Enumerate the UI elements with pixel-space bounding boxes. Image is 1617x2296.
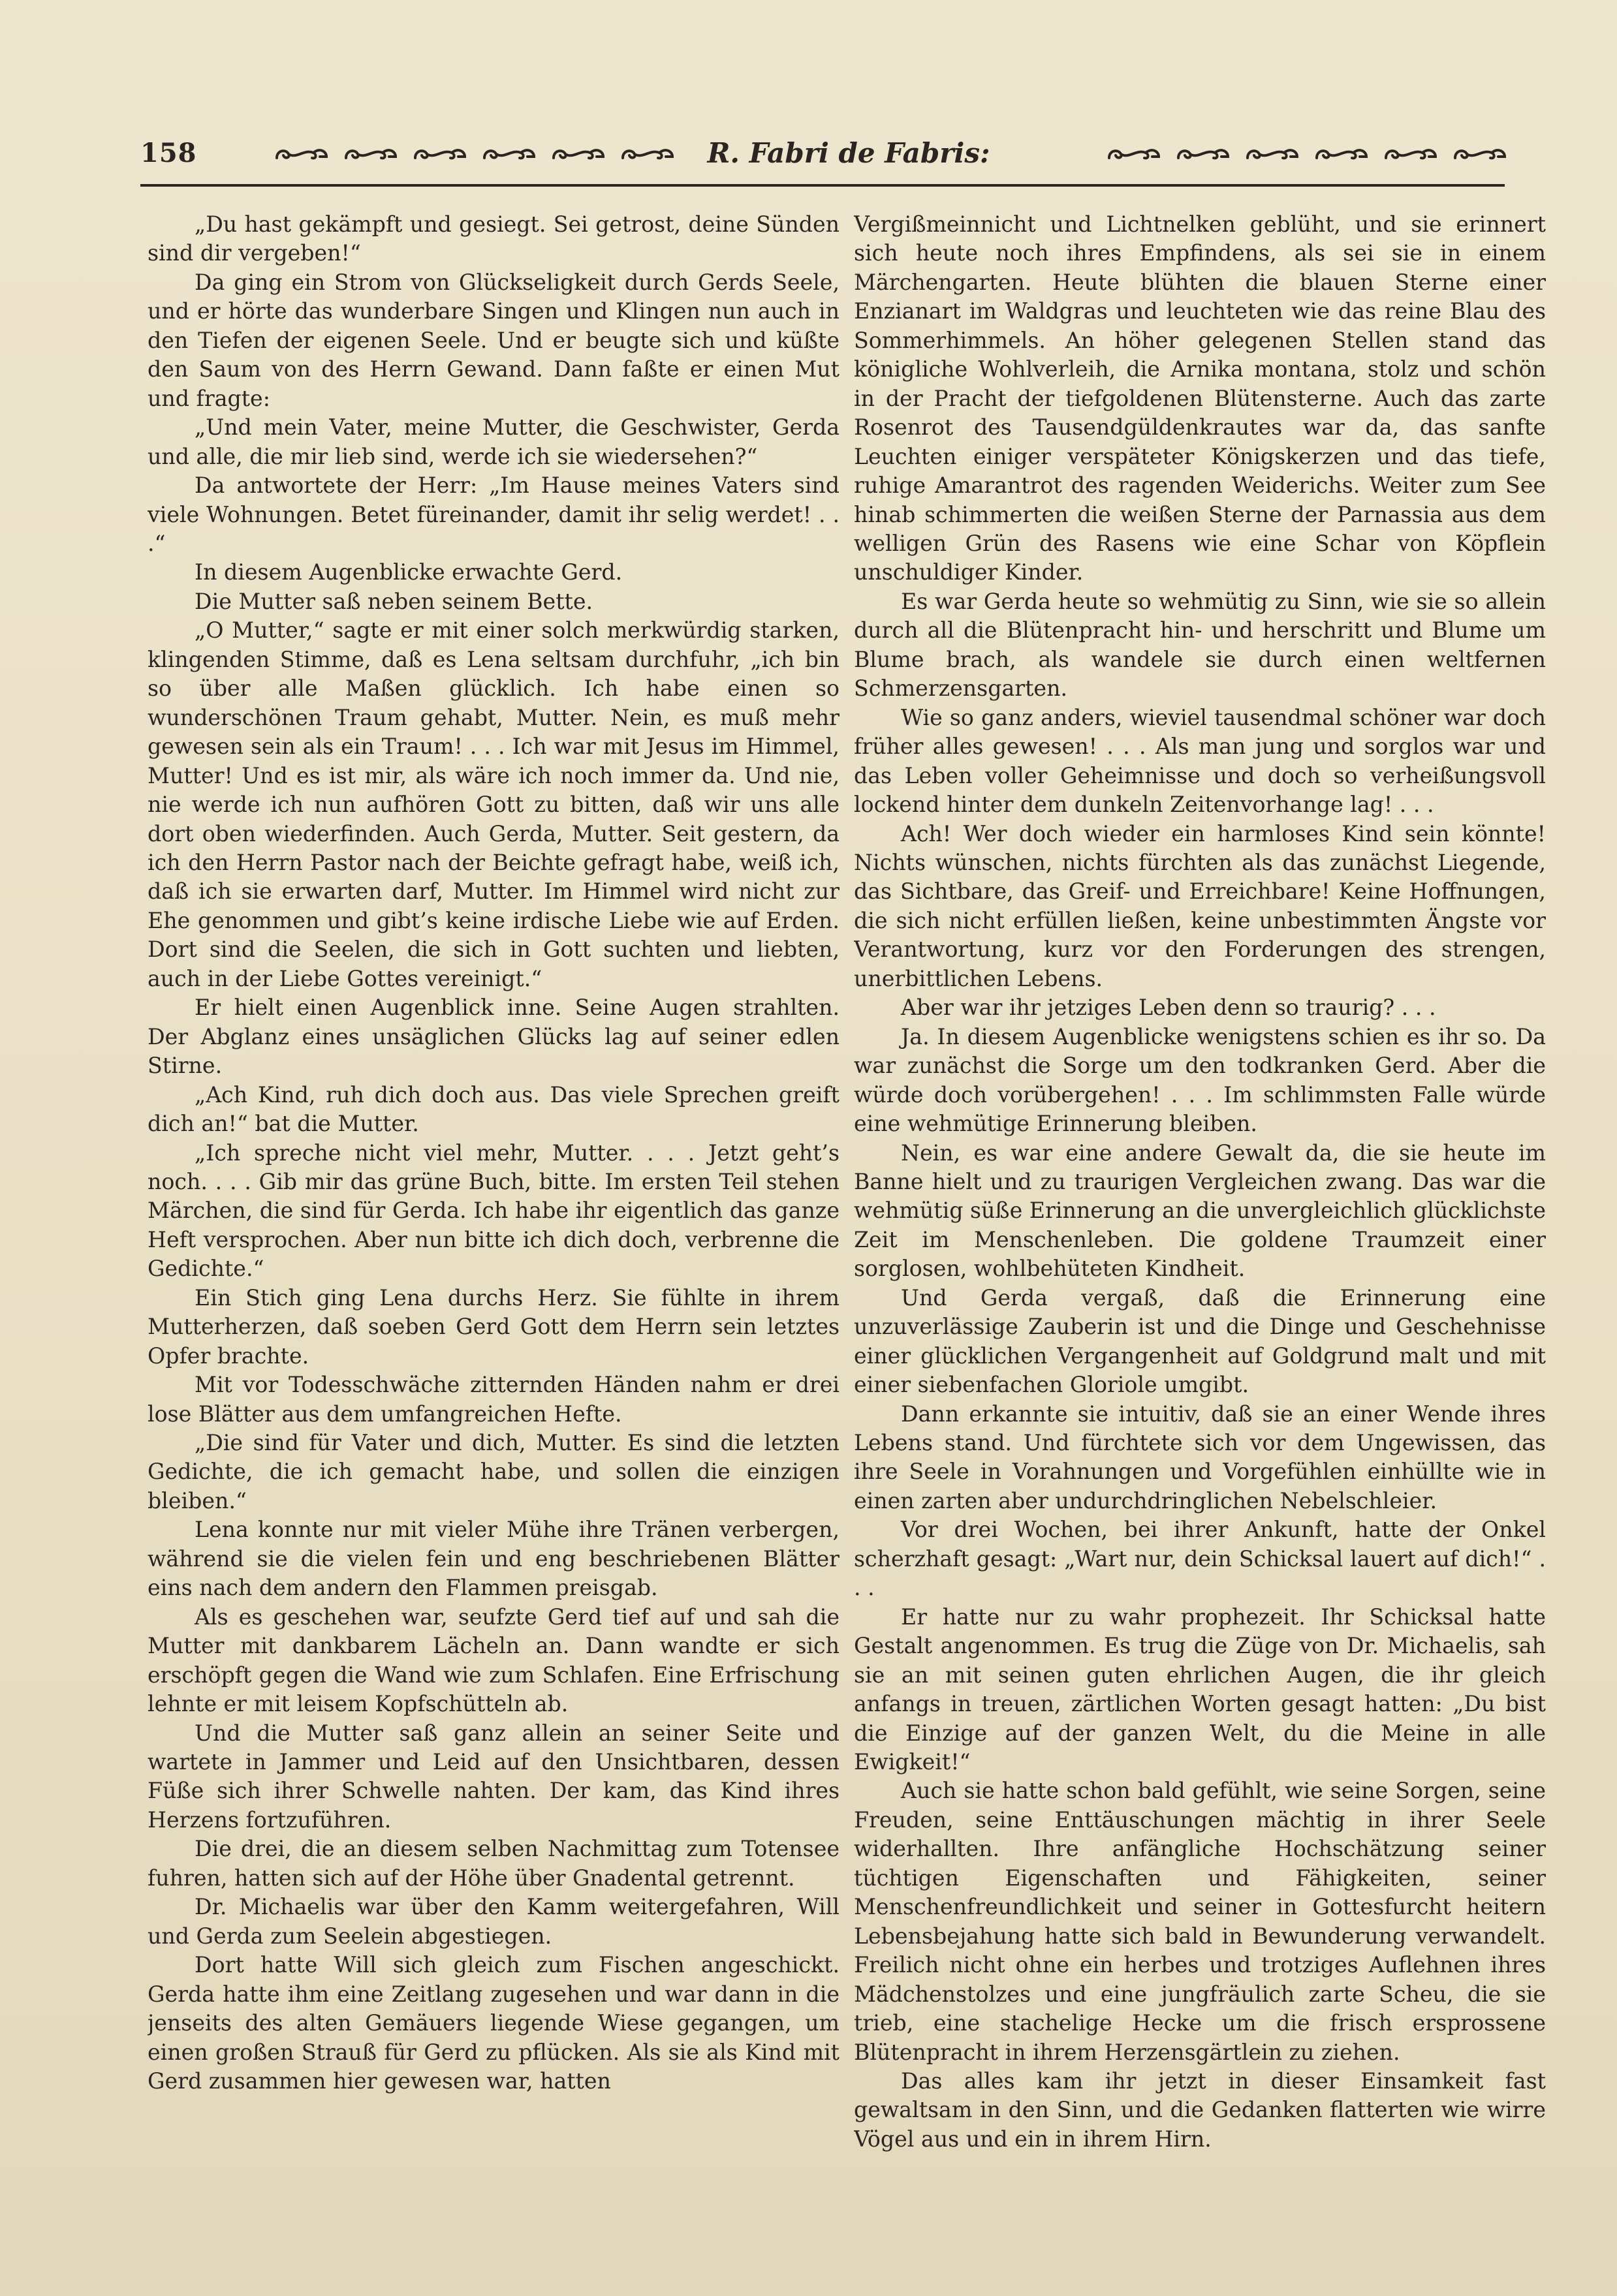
- paragraph: Die Mutter saß neben seinem Bette.: [195, 588, 593, 614]
- paragraph: Dann erkannte sie intuitiv, daß sie an einer Wende ihres Lebens stand. Und fürchtete sich vor dem Ungewissen, das ihre Seele in Vorahnungen und Vorgefühlen einhüllte wie in einen zarten aber undurchdringlichen Nebelschleier.: [854, 1401, 1546, 1513]
- running-head: R. Fabri de Fabris:: [707, 137, 990, 169]
- paragraph: Nein, es war eine andere Gewalt da, die sie heute im Banne hielt und zu traurigen Vergleichen zwang. Das war die wehmütig süße Erinnerung an die unvergleichlich glücklichste Zeit im Menschenleben. Die goldene Traumzeit einer sorglosen, wohlbehüteten Kindheit.: [854, 1140, 1546, 1282]
- paragraph: Da antwortete der Herr: „Im Hause meines Vaters sind viele Wohnungen. Betet füreinander, damit ihr selig werdet! . . .“: [148, 473, 840, 556]
- scroll-ornament-icon: [1107, 145, 1161, 162]
- scroll-ornament-icon: [1452, 145, 1507, 162]
- paragraph: Mit vor Todesschwäche zitternden Händen nahm er drei lose Blätter aus dem umfangreichen Hefte.: [148, 1372, 840, 1427]
- scroll-ornament-icon: [1176, 145, 1231, 162]
- paragraph: Als es geschehen war, seufzte Gerd tief auf und sah die Mutter mit dankbarem Lächeln an. Dann wandte er sich erschöpft gegen die Wand wie zum Schlafen. Eine Erfrischung lehnte er mit leisem Kopfschütteln ab.: [148, 1604, 840, 1717]
- paragraph: Da ging ein Strom von Glückseligkeit durch Gerds Seele, und er hörte das wunderbare Singen und Klingen nun auch in den Tiefen der eigenen Seele. Und er beugte sich und küßte den Saum von des Herrn Gewand. Dann faßte er einen Mut und fragte:: [148, 269, 840, 411]
- scroll-ornament-icon: [413, 145, 467, 162]
- paragraph: „O Mutter,“ sagte er mit einer solch merkwürdig starken, klingenden Stimme, daß es Lena seltsam durchfuhr, „ich bin so über alle Maßen glücklich. Ich habe einen so wunderschönen Traum gehabt, Mutter. Nein, es muß mehr gewesen sein als ein Traum! . . . Ich war mit Jesus im Himmel, Mutter! Und es ist mir, als wäre ich noch immer da. Und nie, nie werde ich nun aufhören Gott zu bitten, daß wir uns alle dort oben wiederfinden. Auch Gerda, Mutter. Seit gestern, da ich den Herrn Pastor nach der Beichte gefragt habe, weiß ich, daß ich sie erwarten darf, Mutter. Im Himmel wird nicht zur Ehe genommen und gibt’s keine irdische Liebe wie auf Erden. Dort sind die Seelen, die sich in Gott suchten und liebten, auch in der Liebe Gottes vereinigt.“: [148, 617, 840, 991]
- header-rule: [140, 184, 1505, 187]
- page-header: [140, 131, 1505, 176]
- paragraph: Aber war ihr jetziges Leben denn so traurig? . . .: [901, 995, 1436, 1021]
- paragraph: Lena konnte nur mit vieler Mühe ihre Tränen verbergen, während sie die vielen fein und eng beschriebenen Blätter eins nach dem andern den Flammen preisgab.: [148, 1517, 840, 1601]
- scroll-ornament-icon: [482, 145, 537, 162]
- paragraph: „Ach Kind, ruh dich doch aus. Das viele Sprechen greift dich an!“ bat die Mutter.: [148, 1081, 840, 1137]
- scroll-ornament-icon: [1314, 145, 1369, 162]
- paragraph: Die drei, die an diesem selben Nachmittag zum Totensee fuhren, hatten sich auf der Höhe über Gnadental getrennt.: [148, 1836, 840, 1891]
- paragraph: Es war Gerda heute so wehmütig zu Sinn, wie sie so allein durch all die Blütenpracht hin- und herschritt und Blume um Blume brach, als wandele sie durch einen weltfernen Schmerzensgarten.: [854, 588, 1546, 702]
- paragraph: Vergißmeinnicht und Lichtnelken geblüht, und sie erinnert sich heute noch ihres Empfindens, als sei sie in einem Märchengarten. Heute blühten die blauen Sterne einer Enzianart im Waldgras und leuchteten wie das reine Blau des Sommerhimmels. An höher gelegenen Stellen stand das königliche Wohlverleih, die Arnika montana, stolz und schön in der Pracht der tiefgoldenen Blütensterne. Auch das zarte Rosenrot des Tausendgüldenkrautes war da, das sanfte Leuchten einiger verspäteter Königskerzen und das tiefe, ruhige Amarantrot des ragenden Weiderichs. Weiter zum See hinab schimmerten die weißen Sterne der Parnassia aus dem welligen Grün des Rasens wie eine Schar von Köpflein unschuldiger Kinder.: [854, 211, 1546, 585]
- paragraph: Er hielt einen Augenblick inne. Seine Augen strahlten. Der Abglanz eines unsäglichen Glücks lag auf seiner edlen Stirne.: [148, 995, 840, 1079]
- paragraph: „Du hast gekämpft und gesiegt. Sei getrost, deine Sünden sind dir vergeben!“: [148, 211, 840, 266]
- left-column: [148, 210, 840, 2194]
- scroll-ornament-icon: [551, 145, 606, 162]
- paragraph: Vor drei Wochen, bei ihrer Ankunft, hatte der Onkel scherzhaft gesagt: „Wart nur, dein Schicksal lauert auf dich!“ . . .: [854, 1517, 1546, 1601]
- scroll-ornament-icon: [620, 145, 675, 162]
- header-ornament-right: [1107, 145, 1507, 162]
- paragraph: Er hatte nur zu wahr prophezeit. Ihr Schicksal hatte Gestalt angenommen. Es trug die Züge von Dr. Michaelis, sah sie an mit seinen guten ehrlichen Augen, die ihr gleich anfangs in treuen, zärtlichen Worten gesagt hatten: „Du bist die Einzige auf der ganzen Welt, du die Meine in alle Ewigkeit!“: [854, 1604, 1546, 1775]
- paragraph: Ach! Wer doch wieder ein harmloses Kind sein könnte! Nichts wünschen, nichts fürchten als das zunächst Liegende, das Sichtbare, das Greif- und Erreichbare! Keine Hoffnungen, die sich nicht erfüllen ließen, keine unbestimmten Ängste vor Verantwortung, kurz vor den Forderungen des strengen, unerbittlichen Lebens.: [854, 820, 1546, 991]
- scroll-ornament-icon: [343, 145, 398, 162]
- right-column: [854, 210, 1546, 2194]
- paragraph: „Die sind für Vater und dich, Mutter. Es sind die letzten Gedichte, die ich gemacht habe, und sollen die einzigen bleiben.“: [148, 1430, 840, 1513]
- scroll-ornament-icon: [274, 145, 329, 162]
- paragraph: „Ich spreche nicht viel mehr, Mutter. . . . Jetzt geht’s noch. . . . Gib mir das grüne Buch, bitte. Im ersten Teil stehen Märchen, die sind für Gerda. Ich habe ihr eigentlich das ganze Heft versprochen. Aber nun bitte ich dich doch, verbrenne die Gedichte.“: [148, 1140, 840, 1282]
- page-number: 158: [140, 138, 197, 168]
- paragraph: Das alles kam ihr jetzt in dieser Einsamkeit fast gewaltsam in den Sinn, und die Gedanken flatterten wie wirre Vögel aus und ein in ihrem Hirn.: [854, 2068, 1546, 2152]
- paragraph: Auch sie hatte schon bald gefühlt, wie seine Sorgen, seine Freuden, seine Enttäuschungen mächtig in ihrer Seele widerhallten. Ihre anfängliche Hochschätzung seiner tüchtigen Eigenschaften und Fähigkeiten, seiner Menschenfreundlichkeit und seiner in Gottesfurcht heitern Lebensbejahung hatte sich bald in Bewunderung verwandelt. Freilich nicht ohne ein herbes und trotziges Auflehnen ihres Mädchenstolzes und eine jungfräulich zarte Scheu, die sie trieb, eine stachelige Hecke um die frisch ersprossene Blütenpracht in ihrem Herzensgärtlein zu ziehen.: [854, 1778, 1546, 2065]
- paragraph: In diesem Augenblicke erwachte Gerd.: [195, 559, 623, 585]
- paragraph: Ja. In diesem Augenblicke wenigstens schien es ihr so. Da war zunächst die Sorge um den todkranken Gerd. Aber die würde doch vorübergehen! . . . Im schlimmsten Falle würde eine wehmütige Erinnerung bleiben.: [854, 1023, 1546, 1137]
- paragraph: Und Gerda vergaß, daß die Erinnerung eine unzuverlässige Zauberin ist und die Dinge und Geschehnisse einer glücklichen Vergangenheit auf Goldgrund malt und mit einer siebenfachen Gloriole umgibt.: [854, 1284, 1546, 1398]
- paragraph: „Und mein Vater, meine Mutter, die Geschwister, Gerda und alle, die mir lieb sind, werde ich sie wiedersehen?“: [148, 414, 840, 469]
- paragraph: Und die Mutter saß ganz allein an seiner Seite und wartete in Jammer und Leid auf den Unsichtbaren, dessen Füße sich ihrer Schwelle nahten. Der kam, das Kind ihres Herzens fortzuführen.: [148, 1720, 840, 1833]
- header-ornament-left: [274, 145, 675, 162]
- paragraph: Dort hatte Will sich gleich zum Fischen angeschickt. Gerda hatte ihm eine Zeitlang zugesehen und war dann in die jenseits des alten Gemäuers liegende Wiese gegangen, um einen großen Strauß für Gerd zu pflücken. Als sie als Kind mit Gerd zusammen hier gewesen war, hatten: [148, 1952, 840, 2094]
- paragraph: Wie so ganz anders, wieviel tausendmal schöner war doch früher alles gewesen! . . . Als man jung und sorglos war und das Leben voller Geheimnisse und doch so verheißungsvoll lockend hinter dem dunkeln Zeitenvorhange lag! . . .: [854, 704, 1546, 818]
- scroll-ornament-icon: [1383, 145, 1438, 162]
- paragraph: Dr. Michaelis war über den Kamm weitergefahren, Will und Gerda zum Seelein abgestiegen.: [148, 1894, 840, 1949]
- paragraph: Ein Stich ging Lena durchs Herz. Sie fühlte in ihrem Mutterherzen, daß soeben Gerd Gott dem Herrn sein letztes Opfer brachte.: [148, 1284, 840, 1369]
- scroll-ornament-icon: [1245, 145, 1300, 162]
